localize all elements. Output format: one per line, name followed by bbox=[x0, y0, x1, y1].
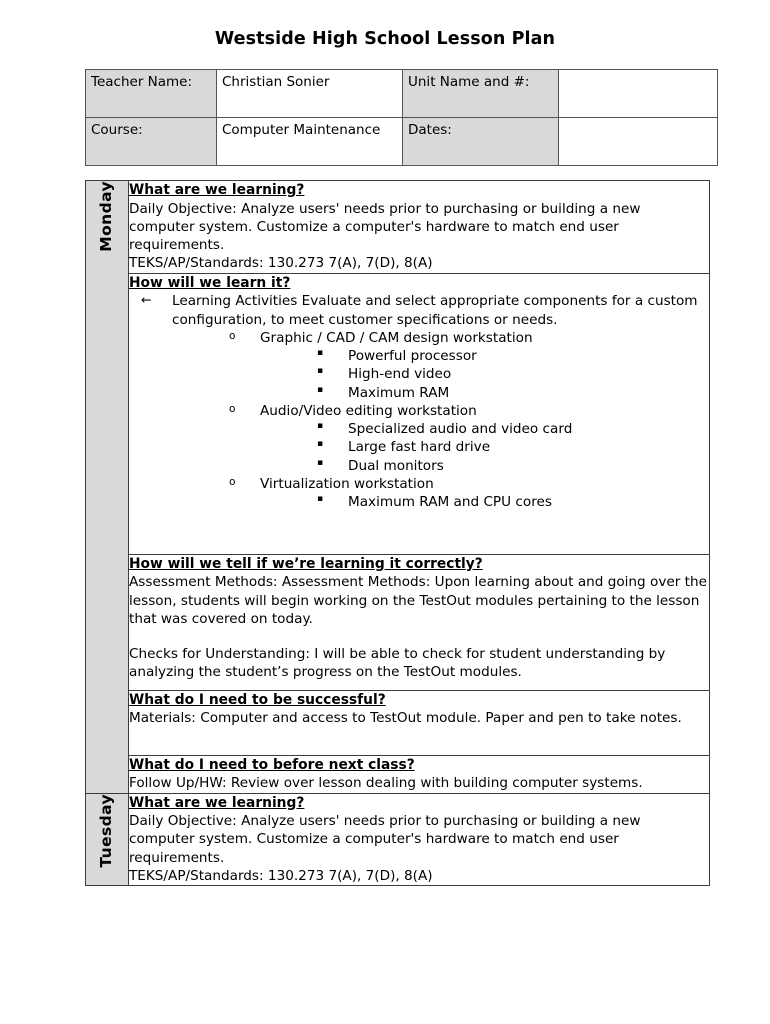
section-heading-followup: What do I need to before next class? bbox=[129, 756, 415, 773]
paragraph-spacer bbox=[129, 628, 709, 645]
section-heading-how-learn: How will we learn it? bbox=[129, 274, 291, 291]
table-row bbox=[86, 118, 718, 166]
day-label-text: Tuesday bbox=[97, 793, 116, 868]
tuesday-what-learning-cell bbox=[129, 793, 710, 886]
standards-text: TEKS/AP/Standards: 130.273 7(A), 7(D), 8(A) bbox=[129, 255, 433, 272]
square-bullet-icon: ▪ bbox=[317, 421, 324, 432]
unit-name-label: Unit Name and #: bbox=[403, 70, 559, 118]
workstation-spec-list bbox=[317, 493, 709, 511]
dates-value[interactable] bbox=[559, 118, 718, 166]
section-heading-what-learning: What are we learning? bbox=[129, 794, 305, 811]
section-heading-assessment: How will we tell if we’re learning it correctly? bbox=[129, 555, 483, 572]
monday-how-learn-row bbox=[86, 273, 710, 554]
list-item bbox=[317, 493, 709, 511]
square-bullet-icon: ▪ bbox=[317, 384, 324, 395]
spec-text: Maximum RAM bbox=[348, 384, 450, 401]
tuesday-learning-row bbox=[86, 793, 710, 886]
spec-text: Powerful processor bbox=[348, 348, 477, 365]
workstation-label: Audio/Video editing workstation bbox=[260, 402, 477, 419]
monday-assessment-cell bbox=[129, 554, 710, 690]
square-bullet-icon: ▪ bbox=[317, 348, 324, 359]
square-bullet-icon: ▪ bbox=[317, 439, 324, 450]
daily-objective-text: Daily Objective: Analyze users' needs prior to purchasing or building a new computer system. Customize a computer's hardware to match end user requirements. bbox=[129, 813, 641, 866]
workstation-group-list bbox=[229, 329, 709, 512]
lesson-plan-table bbox=[85, 180, 710, 886]
standards-text: TEKS/AP/Standards: 130.273 7(A), 7(D), 8(A) bbox=[129, 867, 433, 884]
monday-followup-cell bbox=[129, 755, 710, 793]
circle-bullet-icon: o bbox=[229, 329, 236, 342]
workstation-spec-list bbox=[317, 347, 709, 402]
section-heading-what-learning: What are we learning? bbox=[129, 182, 305, 198]
monday-followup-row bbox=[86, 755, 710, 793]
materials-text: Materials: Computer and access to TestOut module. Paper and pen to take notes. bbox=[129, 710, 682, 727]
spec-text: Dual monitors bbox=[348, 457, 444, 474]
followup-text: Follow Up/HW: Review over lesson dealing with building computer systems. bbox=[129, 775, 643, 792]
list-item bbox=[317, 365, 709, 383]
spec-text: Large fast hard drive bbox=[348, 439, 491, 456]
monday-assessment-row bbox=[86, 554, 710, 690]
list-item bbox=[317, 420, 709, 438]
workstation-label: Virtualization workstation bbox=[260, 476, 434, 493]
lesson-info-table bbox=[85, 69, 718, 166]
monday-what-learning-cell bbox=[129, 181, 710, 274]
section-heading-materials: What do I need to be successful? bbox=[129, 691, 386, 708]
course-value[interactable]: Computer Maintenance bbox=[217, 118, 403, 166]
spec-text: High-end video bbox=[348, 366, 452, 383]
daily-objective-text: Daily Objective: Analyze users' needs prior to purchasing or building a new computer system. Customize a computer's hardware to match end user requirements. bbox=[129, 200, 641, 254]
day-label-tuesday bbox=[86, 793, 129, 886]
workstation-label: Graphic / CAD / CAM design workstation bbox=[260, 329, 533, 346]
monday-how-learn-cell bbox=[129, 273, 710, 554]
checks-for-understanding-text: Checks for Understanding: I will be able to check for student understanding by analyzing the student’s progress on the TestOut modules. bbox=[129, 646, 666, 681]
list-item bbox=[229, 475, 709, 512]
arrow-bullet-icon: ← bbox=[141, 292, 152, 308]
teacher-name-value[interactable]: Christian Sonier bbox=[217, 70, 403, 118]
unit-name-value[interactable] bbox=[559, 70, 718, 118]
square-bullet-icon: ▪ bbox=[317, 494, 324, 505]
list-item bbox=[317, 384, 709, 402]
square-bullet-icon: ▪ bbox=[317, 457, 324, 468]
day-label-text: Monday bbox=[97, 181, 116, 252]
spec-text: Maximum RAM and CPU cores bbox=[348, 494, 552, 511]
list-item bbox=[141, 292, 709, 511]
course-label: Course: bbox=[86, 118, 217, 166]
teacher-name-label: Teacher Name: bbox=[86, 70, 217, 118]
monday-learning-row bbox=[86, 181, 710, 274]
dates-label: Dates: bbox=[403, 118, 559, 166]
list-item bbox=[317, 347, 709, 365]
list-item bbox=[317, 438, 709, 456]
assessment-methods-text: Assessment Methods: Assessment Methods: Upon learning about and going over the lesson, students will begin working on the TestOut modules pertaining to the lesson that was covered on today. bbox=[129, 574, 707, 627]
list-item bbox=[229, 329, 709, 402]
learning-activity-text: Learning Activities Evaluate and select appropriate components for a custom configuration, to meet customer specifications or needs. bbox=[172, 293, 698, 328]
page-title: Westside High School Lesson Plan bbox=[214, 29, 556, 49]
day-label-monday bbox=[86, 181, 129, 794]
circle-bullet-icon: o bbox=[229, 402, 236, 415]
circle-bullet-icon: o bbox=[229, 476, 236, 489]
table-row bbox=[86, 70, 718, 118]
list-item bbox=[317, 457, 709, 475]
list-item bbox=[229, 402, 709, 475]
monday-materials-cell bbox=[129, 690, 710, 755]
square-bullet-icon: ▪ bbox=[317, 366, 324, 377]
monday-materials-row bbox=[86, 690, 710, 755]
spec-text: Specialized audio and video card bbox=[348, 421, 573, 438]
learning-activities-list bbox=[141, 292, 709, 511]
workstation-spec-list bbox=[317, 420, 709, 475]
